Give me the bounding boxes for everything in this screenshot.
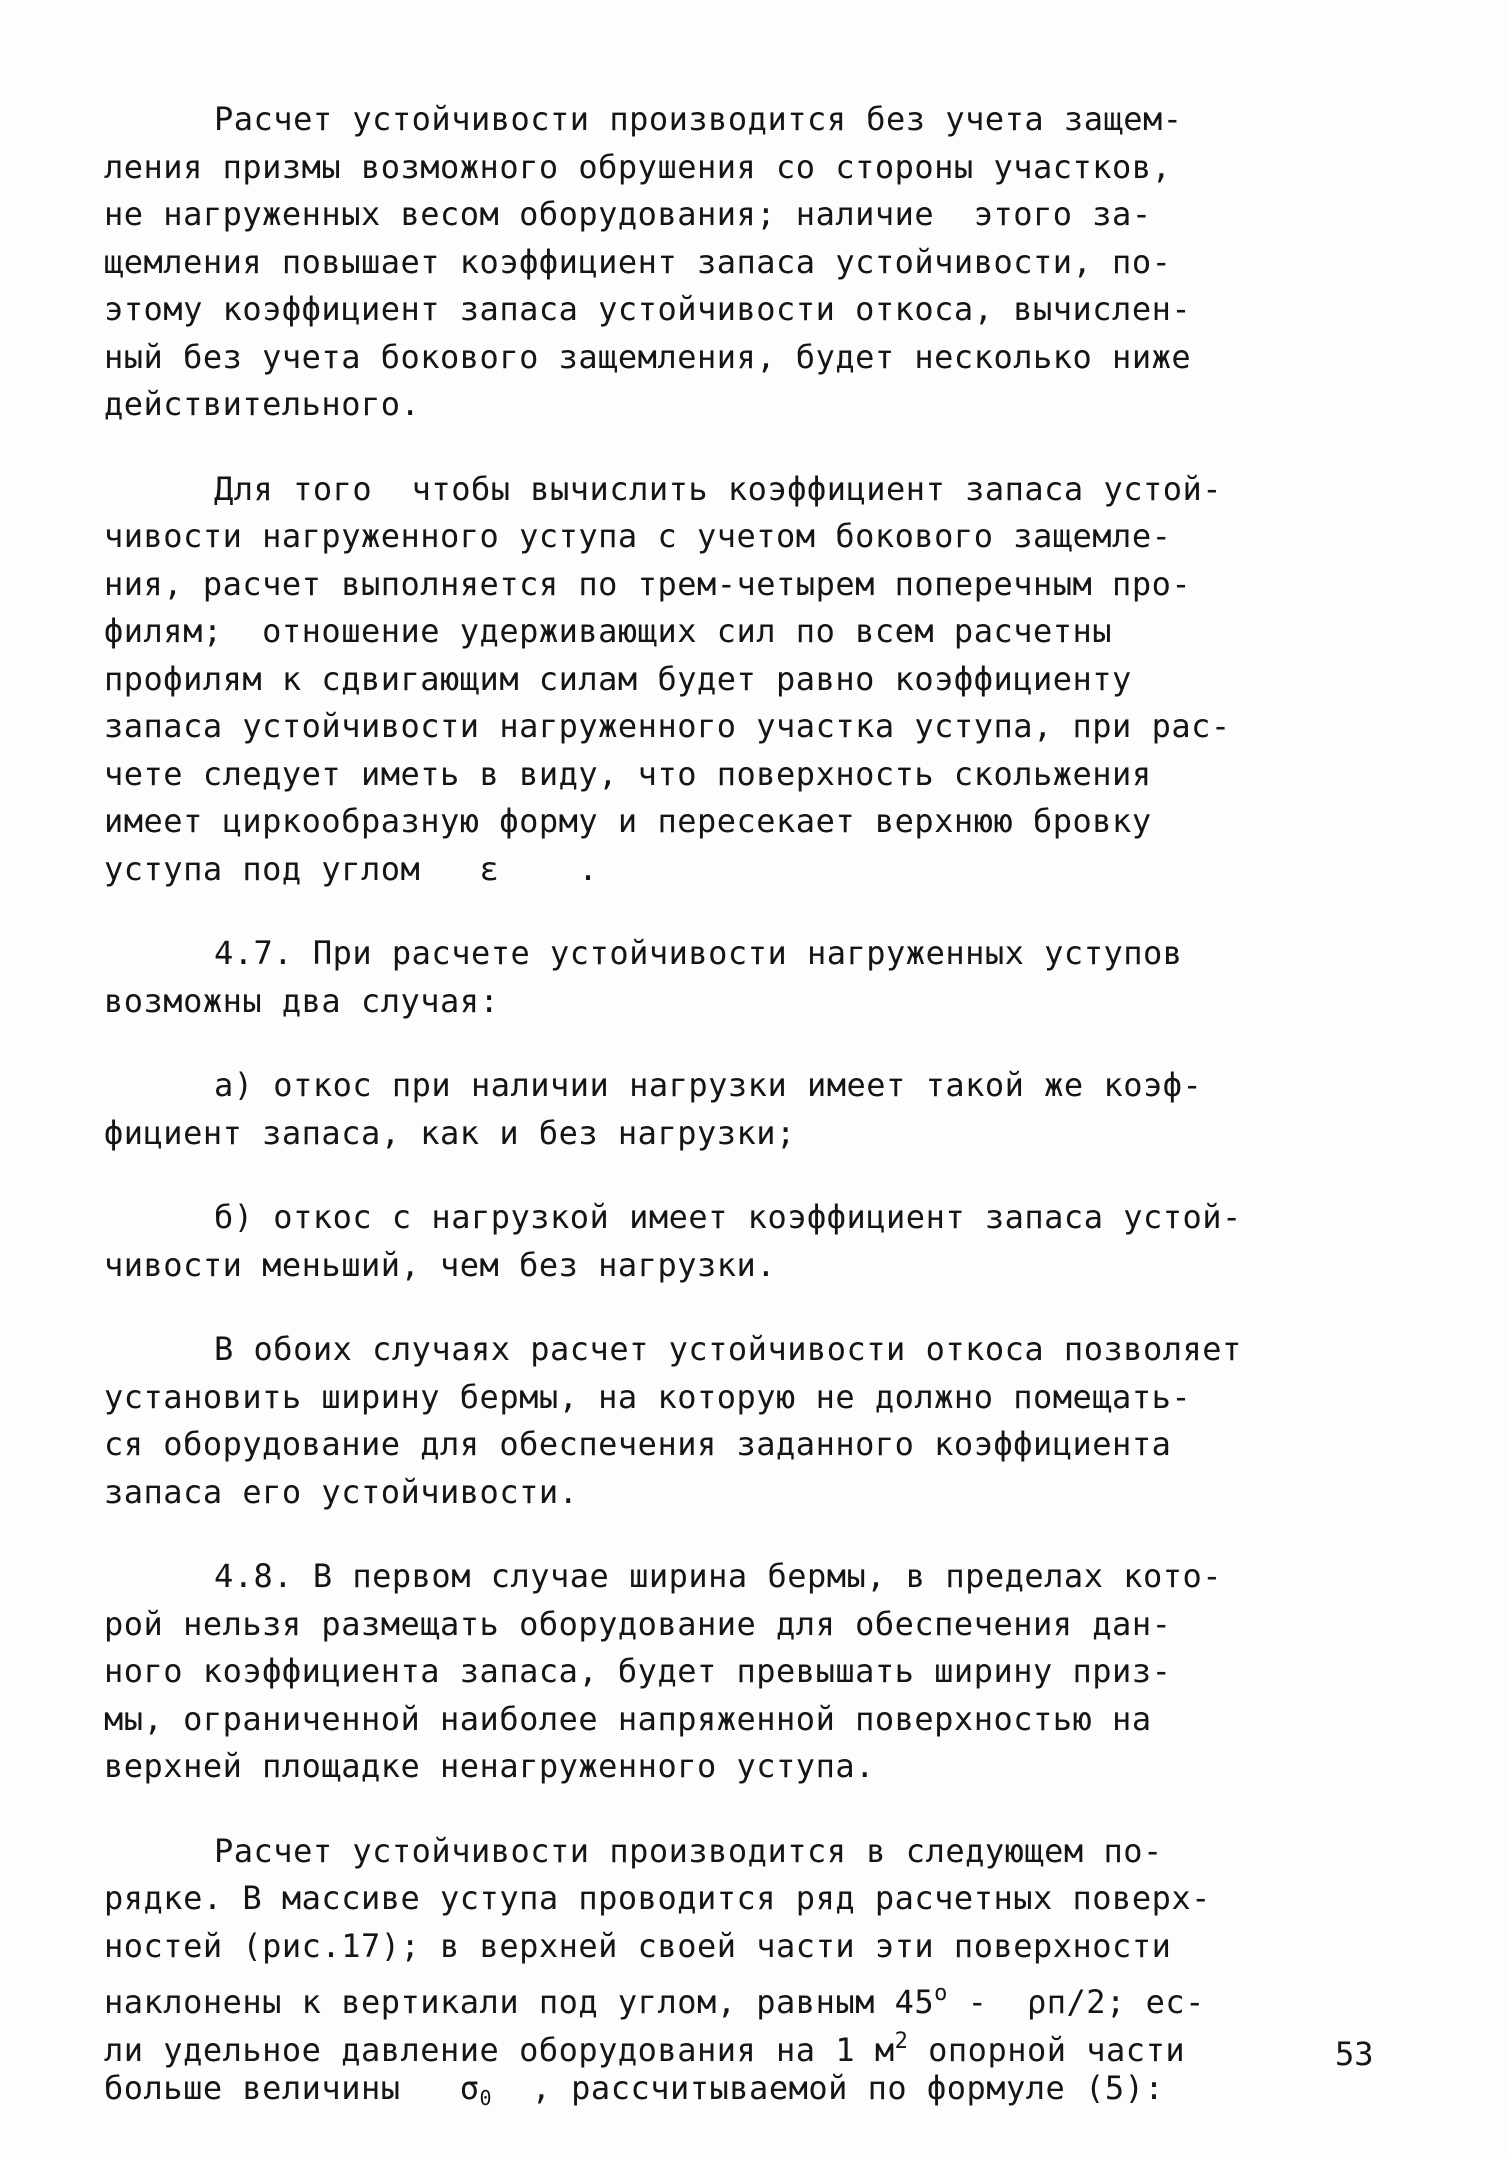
text-line: чивости нагруженного уступа с учетом бокового защемле- <box>104 517 1172 555</box>
text-line: профилям к сдвигающим силам будет равно коэффициенту <box>104 659 1132 698</box>
text-fragment: наклонены к вертикали под углом, равным 45 <box>104 1983 935 2021</box>
square-superscript: 2 <box>894 2028 909 2054</box>
text-line: имеет циркообразную форму и пересекает верхнюю бровку <box>104 802 1152 840</box>
text-fragment: - ρп/2; ес- <box>947 1983 1205 2021</box>
text-fragment: больше величины σ <box>104 2069 480 2107</box>
text-line: 4.8. В первом случае ширина бермы, в пределах кото- <box>214 1557 1223 1595</box>
paragraph-4-7 <box>104 930 1404 1025</box>
text-line: чивости меньший, чем без нагрузки. <box>104 1245 777 1284</box>
paragraph-1 <box>104 96 1404 429</box>
sigma-subscript: 0 <box>479 2086 493 2110</box>
text-line: В обоих случаях расчет устойчивости откоса позволяет <box>214 1330 1242 1368</box>
text-line: а) откос при наличии нагрузки имеет такой же коэф- <box>214 1066 1203 1104</box>
text-line: мы, ограниченной наиболее напряженной поверхностью на <box>104 1699 1152 1738</box>
text-line: уступа под углом ε . <box>104 849 599 888</box>
paragraph-2 <box>104 466 1404 894</box>
text-line-with-angle <box>104 1970 1404 2021</box>
text-line: этому коэффициент запаса устойчивости откоса, вычислен- <box>104 290 1192 328</box>
text-line: ный без учета бокового защемления, будет несколько ниже <box>104 337 1192 376</box>
paragraph-4-8 <box>104 1553 1404 1791</box>
case-b <box>104 1194 1404 1289</box>
text-line: ления призмы возможного обрушения со стороны участков, <box>104 147 1172 186</box>
text-line: рой нельзя размещать оборудование для обеспечения дан- <box>104 1604 1172 1643</box>
text-line-with-area-unit <box>104 2018 1404 2069</box>
text-line: запаса его устойчивости. <box>104 1472 579 1511</box>
text-fragment: ли удельное давление оборудования на 1 м <box>104 2030 895 2069</box>
body-text <box>104 96 1404 2150</box>
text-fragment: , рассчитываемой по формуле (5): <box>492 2069 1165 2107</box>
text-line: 4.7. При расчете устойчивости нагруженных уступов <box>214 934 1183 972</box>
text-fragment: опорной части <box>908 2030 1186 2069</box>
paragraph-both-cases <box>104 1326 1404 1516</box>
text-line: филям; отношение удерживающих сил по всем расчетны <box>104 612 1113 650</box>
text-line: действительного. <box>104 385 421 423</box>
text-line: возможны два случая: <box>104 981 500 1020</box>
text-line: Для того чтобы вычислить коэффициент запаса устой- <box>214 469 1223 508</box>
text-line: рядке. В массиве уступа проводится ряд расчетных поверх- <box>104 1879 1211 1917</box>
text-line: чете следует иметь в виду, что поверхность скольжения <box>104 754 1152 793</box>
text-line: верхней площадке ненагруженного уступа. <box>104 1747 875 1785</box>
text-line: ностей (рис.17); в верхней своей части эти поверхности <box>104 1926 1172 1965</box>
degree-superscript: о <box>934 1981 948 2006</box>
text-line: фициент запаса, как и без нагрузки; <box>104 1113 796 1152</box>
page-number: 53 <box>1335 2035 1374 2073</box>
text-line: ного коэффициента запаса, будет превышать ширину приз- <box>104 1652 1172 1690</box>
text-line: Расчет устойчивости производится в следующем по- <box>214 1831 1163 1870</box>
text-line: Расчет устойчивости производится без учета защем- <box>214 100 1183 138</box>
text-line: ся оборудование для обеспечения заданного коэффициента <box>104 1425 1172 1463</box>
paragraph-calculation-order <box>104 1828 1404 2113</box>
text-line: б) откос с нагрузкой имеет коэффициент запаса устой- <box>214 1198 1242 1236</box>
text-line: не нагруженных весом оборудования; наличие этого за- <box>104 195 1152 233</box>
text-line: запаса устойчивости нагруженного участка уступа, при рас- <box>104 707 1231 745</box>
text-line-with-sigma <box>104 2065 1404 2113</box>
text-line: установить ширину бермы, на которую не должно помещать- <box>104 1377 1192 1416</box>
case-a <box>104 1062 1404 1157</box>
text-line: щемления повышает коэффициент запаса устойчивости, по- <box>104 242 1172 281</box>
text-line: ния, расчет выполняется по трем-четырем поперечным про- <box>104 564 1192 603</box>
